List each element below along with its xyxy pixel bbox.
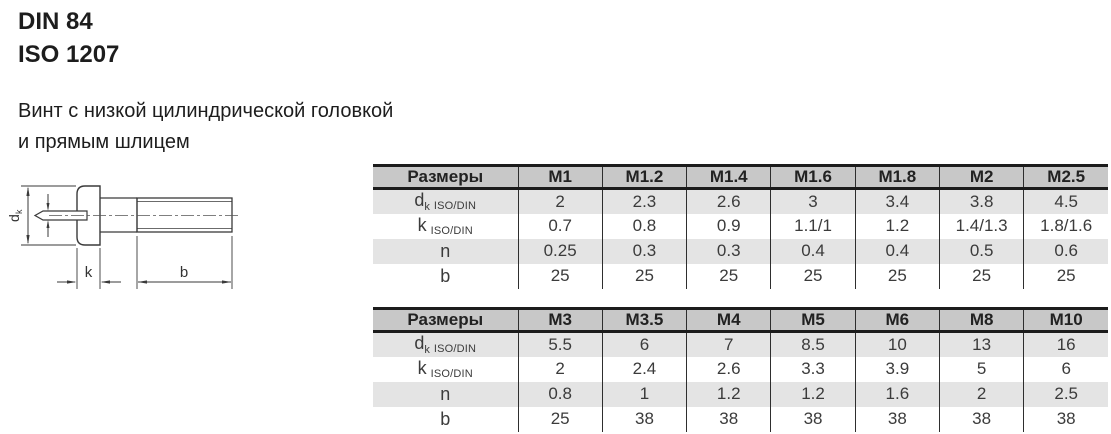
value-cell: 0.6 [1024, 239, 1108, 264]
dimension-symbol: d [414, 333, 425, 354]
thread-size-header: M1.2 [602, 166, 686, 189]
value-cell: 38 [939, 407, 1023, 432]
value-cell: 38 [687, 407, 771, 432]
dimension-label [373, 264, 518, 289]
sizes-column-header: Размеры [373, 166, 518, 189]
thread-size-header: M1.6 [771, 166, 855, 189]
value-cell: 38 [771, 407, 855, 432]
value-cell: 1 [602, 382, 686, 407]
thread-outline [137, 198, 232, 232]
dimension-symbol: k [417, 215, 427, 235]
value-cell: 38 [855, 407, 939, 432]
value-cell: 0.25 [518, 239, 602, 264]
b-dim-right-arrow [222, 280, 231, 283]
value-cell: 2 [518, 189, 602, 214]
b-dim-left-arrow [138, 280, 147, 283]
value-cell: 2 [518, 357, 602, 382]
screw-technical-drawing [5, 158, 255, 308]
value-cell: 0.3 [687, 239, 771, 264]
standard-code-iso: ISO 1207 [18, 41, 120, 68]
value-cell: 38 [1024, 407, 1108, 432]
dimension-label [373, 239, 518, 264]
value-cell: 1.4/1.3 [939, 214, 1023, 239]
dimension-label [373, 189, 518, 214]
thread-size-header: M5 [771, 309, 855, 332]
value-cell: 1.2 [687, 382, 771, 407]
value-cell: 25 [771, 264, 855, 289]
dimension-symbol: b [440, 408, 451, 429]
thread-size-header: M1 [518, 166, 602, 189]
value-cell: 1.2 [771, 382, 855, 407]
thread-size-header: M2 [939, 166, 1023, 189]
dimension-subscript: k [424, 344, 430, 357]
value-cell: 5.5 [518, 332, 602, 357]
description-line-1: Винт с низкой цилиндрической головкой [18, 100, 394, 122]
value-cell: 0.8 [518, 382, 602, 407]
product-description [18, 96, 393, 158]
thread-size-header: M1.8 [855, 166, 939, 189]
value-cell: 25 [939, 264, 1023, 289]
value-cell: 2 [939, 382, 1023, 407]
dimension-standard-suffix: ISO/DIN [430, 368, 473, 380]
value-cell: 3 [771, 189, 855, 214]
description-line-2: и прямым шлицем [18, 131, 190, 153]
dimension-label [373, 407, 518, 432]
value-cell: 25 [518, 407, 602, 432]
value-cell: 25 [1024, 264, 1108, 289]
value-cell: 0.4 [855, 239, 939, 264]
value-cell: 4.5 [1024, 189, 1108, 214]
value-cell: 8.5 [771, 332, 855, 357]
table-row [373, 189, 1108, 214]
dimension-label [373, 214, 518, 239]
dimension-symbol: k [417, 358, 427, 378]
dimension-symbol: n [440, 383, 451, 404]
value-cell: 16 [1024, 332, 1108, 357]
dimension-label [373, 332, 518, 357]
header-row [373, 309, 1108, 332]
value-cell: 2.6 [687, 189, 771, 214]
thread-size-header: M2.5 [1024, 166, 1108, 189]
table-row [373, 214, 1108, 239]
value-cell: 13 [939, 332, 1023, 357]
value-cell: 3.4 [855, 189, 939, 214]
value-cell: 1.8/1.6 [1024, 214, 1108, 239]
value-cell: 0.9 [687, 214, 771, 239]
value-cell: 0.5 [939, 239, 1023, 264]
value-cell: 5 [939, 357, 1023, 382]
dimension-symbol: b [440, 265, 451, 286]
n-dim-lower-arrow [47, 220, 50, 228]
thread-size-header: M1.4 [687, 166, 771, 189]
value-cell: 6 [1024, 357, 1108, 382]
value-cell: 25 [855, 264, 939, 289]
value-cell: 3.8 [939, 189, 1023, 214]
value-cell: 6 [602, 332, 686, 357]
value-cell: 38 [602, 407, 686, 432]
value-cell: 2.6 [687, 357, 771, 382]
dim-label-dk-base: d [6, 214, 22, 222]
table-row [373, 332, 1108, 357]
thread-size-header: M10 [1024, 309, 1108, 332]
value-cell: 10 [855, 332, 939, 357]
value-cell: 2.3 [602, 189, 686, 214]
thread-size-header: M6 [855, 309, 939, 332]
k-dim-right-arrow [101, 280, 110, 283]
value-cell: 25 [602, 264, 686, 289]
value-cell: 0.8 [602, 214, 686, 239]
table-row [373, 239, 1108, 264]
dk-arrow-top [26, 187, 29, 196]
dimension-standard-suffix: ISO/DIN [430, 225, 473, 237]
thread-size-header: M4 [687, 309, 771, 332]
value-cell: 2.4 [602, 357, 686, 382]
thread-size-header: M3 [518, 309, 602, 332]
value-cell: 25 [518, 264, 602, 289]
value-cell: 7 [687, 332, 771, 357]
standard-codes [18, 5, 119, 71]
value-cell: 1.1/1 [771, 214, 855, 239]
standard-code-din: DIN 84 [18, 8, 93, 35]
k-dim-left-arrow [67, 280, 76, 283]
table-row [373, 357, 1108, 382]
table-row [373, 264, 1108, 289]
dimension-label [373, 382, 518, 407]
dim-label-dk-sub: k [14, 209, 24, 214]
dim-label-k: k [84, 264, 93, 281]
dimension-label [373, 357, 518, 382]
value-cell: 2.5 [1024, 382, 1108, 407]
dimension-symbol: n [440, 240, 451, 261]
spec-table-m1-m2_5 [373, 164, 1108, 289]
header-row [373, 166, 1108, 189]
dimension-symbol: d [414, 190, 425, 211]
value-cell: 1.6 [855, 382, 939, 407]
n-dim-upper-arrow [47, 203, 50, 211]
value-cell: 0.4 [771, 239, 855, 264]
dimension-standard-suffix: ISO/DIN [433, 200, 477, 213]
value-cell: 3.9 [855, 357, 939, 382]
value-cell: 0.7 [518, 214, 602, 239]
dk-arrow-bottom [26, 235, 29, 244]
dimension-standard-suffix: ISO/DIN [433, 343, 477, 356]
value-cell: 3.3 [771, 357, 855, 382]
spec-table-m3-m10 [373, 307, 1108, 432]
thread-size-header: M3.5 [602, 309, 686, 332]
sizes-column-header: Размеры [373, 309, 518, 332]
dimension-subscript: k [424, 201, 430, 214]
value-cell: 0.3 [602, 239, 686, 264]
dim-label-b: b [179, 264, 189, 281]
value-cell: 25 [687, 264, 771, 289]
value-cell: 1.2 [855, 214, 939, 239]
thread-size-header: M8 [939, 309, 1023, 332]
table-row [373, 382, 1108, 407]
table-row [373, 407, 1108, 432]
